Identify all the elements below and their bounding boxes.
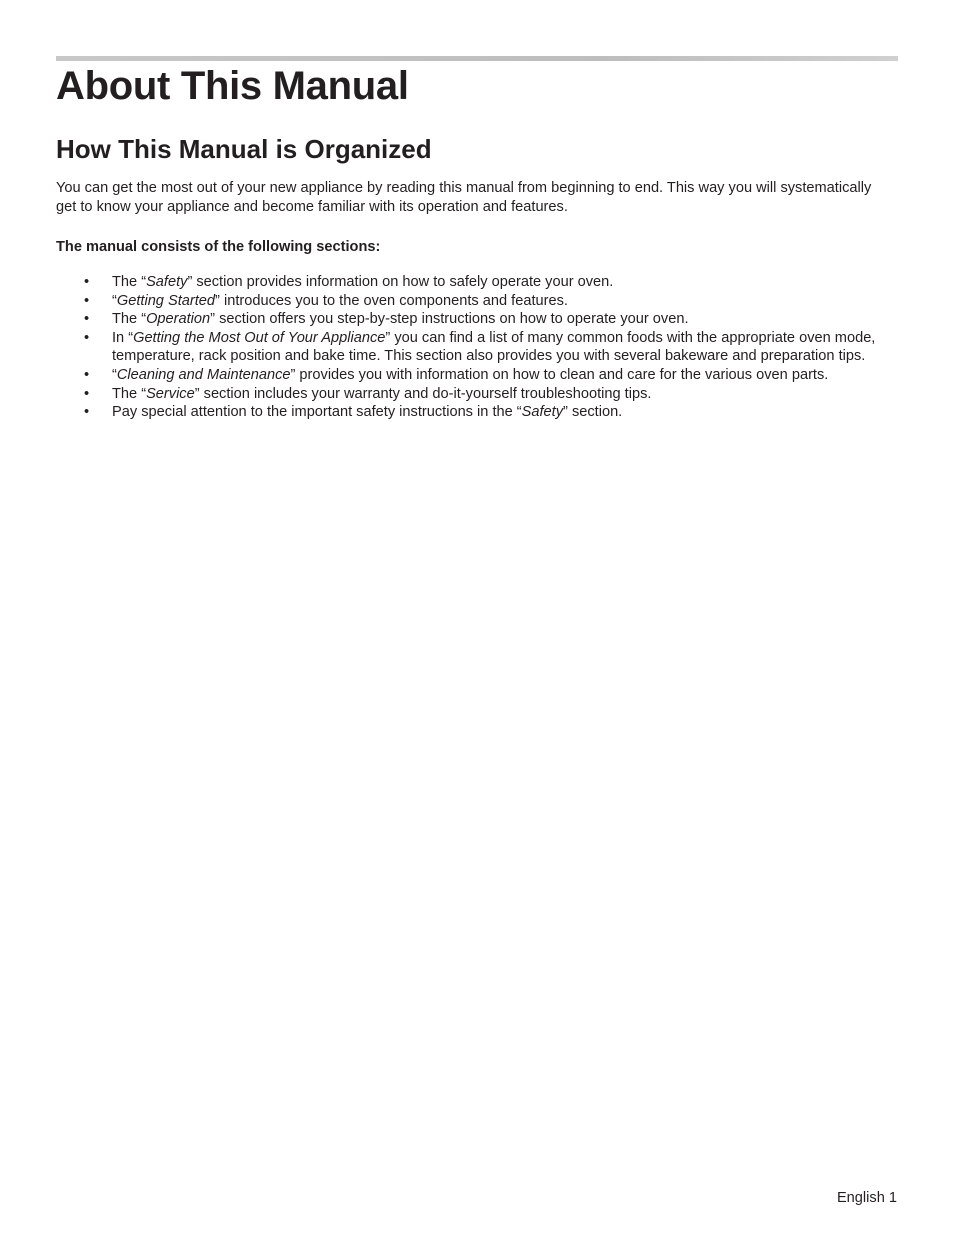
- section-heading: How This Manual is Organized: [56, 134, 432, 164]
- list-item: [56, 385, 896, 404]
- list-item-emphasis: Cleaning and Maintenance: [116, 366, 291, 383]
- list-item: [56, 292, 896, 311]
- list-item: [56, 329, 896, 366]
- sections-subheading: The manual consists of the following sections:: [56, 239, 381, 255]
- list-item-text: ” section includes your warranty and do-it-yourself troubleshooting tips.: [194, 385, 652, 402]
- bullet-marker: •: [84, 329, 90, 346]
- list-item-text: Pay special attention to the important safety instructions in the “: [112, 404, 522, 421]
- top-rule: [56, 56, 898, 61]
- sections-list: [56, 273, 896, 422]
- list-item-text: ” you can find a list of many common foods with the appropriate oven mode, temperature, rack position and bake time. This section also provides you with several bakeware and preparation tips.: [112, 329, 876, 365]
- bullet-marker: •: [84, 292, 90, 309]
- page-title: About This Manual: [56, 64, 409, 108]
- list-item: [56, 310, 896, 329]
- list-item-emphasis: Operation: [146, 311, 211, 328]
- list-item-text: The “: [112, 274, 147, 290]
- bullet-marker: •: [84, 274, 90, 290]
- list-item-text: ” introduces you to the oven components and features.: [215, 292, 568, 309]
- list-item-text: “: [112, 366, 117, 383]
- list-item-text: The “: [112, 311, 147, 328]
- list-item: [56, 366, 896, 385]
- bullet-marker: •: [84, 404, 90, 421]
- list-item-emphasis: Getting Started: [116, 292, 216, 309]
- list-item-text: “: [112, 292, 117, 309]
- list-item-text: The “: [112, 385, 147, 402]
- bullet-marker: •: [84, 366, 90, 383]
- list-item-text: In “: [112, 329, 134, 346]
- intro-paragraph: You can get the most out of your new appliance by reading this manual from beginning to end. This way you will systematically get to know your appliance and become familiar with its operation and features.: [56, 180, 872, 215]
- list-item-text: ” section provides information on how to safely operate your oven.: [187, 274, 614, 290]
- list-item-text: ” section.: [563, 404, 623, 421]
- page-footer: English 1: [836, 1190, 897, 1206]
- list-item-emphasis: Service: [146, 385, 195, 402]
- list-item-emphasis: Getting the Most Out of Your Appliance: [133, 329, 386, 346]
- list-item: [56, 403, 896, 422]
- list-item: [56, 273, 896, 292]
- bullet-marker: •: [84, 311, 90, 328]
- list-item-emphasis: Safety: [521, 404, 564, 421]
- list-item-text: ” provides you with information on how to clean and care for the various oven parts.: [290, 366, 829, 383]
- bullet-marker: •: [84, 385, 90, 402]
- list-item-text: ” section offers you step-by-step instructions on how to operate your oven.: [210, 311, 689, 328]
- list-item-emphasis: Safety: [146, 274, 188, 290]
